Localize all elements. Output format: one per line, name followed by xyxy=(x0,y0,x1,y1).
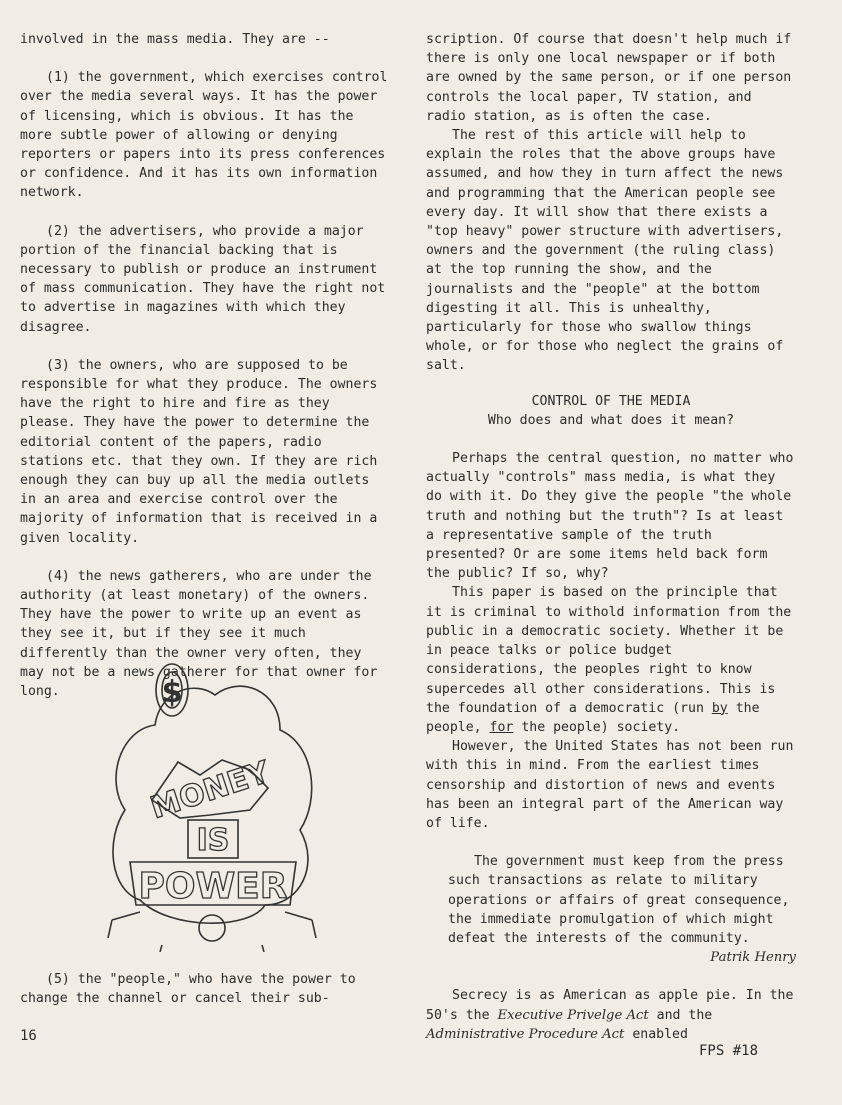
however-paragraph: However, the United States has not been run with this in mind. From the earliest times censorship and distortion of news and events has been an integral part of the American way of life. xyxy=(426,739,794,831)
money-is-power-illustration xyxy=(100,650,322,952)
news-gatherers-paragraph: (4) the news gatherers, who are under the authority (at least monetary) of the owners. They have the power to write up an event as they see it, but if they see it much differently than the owner very often, they may not be a news gatherer for that owner for long. xyxy=(20,568,378,700)
secrecy-text-c: enabled xyxy=(632,1026,688,1042)
power-word: POWER xyxy=(138,866,288,907)
money-word: MONEY xyxy=(146,754,274,827)
section-heading: CONTROL OF THE MEDIA xyxy=(531,393,691,409)
people-paragraph: (5) the "people," who have the power to change the channel or cancel their sub- xyxy=(20,972,356,1007)
principle-text: This paper is based on the principle that it is criminal to withold information from the public in a democratic society. Whether it be in peace talks or police budget considerations, the peoples right to know supercedes all other considerations. This is the foundation of a democratic (run xyxy=(426,585,792,716)
left-column xyxy=(20,30,392,701)
secrecy-text-b: and the xyxy=(656,1007,713,1023)
secrecy-paragraph xyxy=(426,986,796,1044)
advertisers-paragraph: (2) the advertisers, who provide a major portion of the financial backing that is necessary to publish or produce an instrument of mass communication. They have the right not to advertise in magazines with which they disagree. xyxy=(20,223,386,335)
right-column xyxy=(426,30,796,1044)
secrecy-text-a: Secrecy is as American as apple pie. In the 50's the xyxy=(426,988,794,1023)
dollar-sign: $ xyxy=(161,675,183,710)
principle-end: the people) society. xyxy=(521,719,681,735)
by-underlined: by xyxy=(711,700,728,716)
is-word: IS xyxy=(196,823,230,858)
subscription-continuation: scription. Of course that doesn't help much if there is only one local newspaper or if both are owned by the same person, or if one person controls the local paper, TV station, and radio station, as is often the case. xyxy=(426,32,792,124)
principle-paragraph xyxy=(426,583,796,737)
rest-of-article-paragraph: The rest of this article will help to explain the roles that the above groups have assumed, and how they in turn affect the news and programming that the American people see every day. It will show that there exists a "top heavy" power structure with advertisers, owners and the government (the ruling class) at the top running the show, and the journalists and the "people" at the bottom digesting it all. This is unhealthy, particularly for those who swallow things whole, or for those who neglect the grains of salt. xyxy=(426,128,784,374)
henry-quote: The government must keep from the press such transactions as relate to military operations or affairs of great consequence, the immediate promulgation of which might defeat the interests of the community. xyxy=(448,854,790,946)
executive-act: Executive Privelge Act xyxy=(497,1007,649,1023)
principle-mid: the people, xyxy=(426,700,760,735)
central-question-paragraph: Perhaps the central question, no matter who actually "controls" mass media, is what they do with it. Do they give the people "the whole truth and nothing but the truth"? Is at least a representative sample of the truth presented? Or are some items held back form the public? If so, why? xyxy=(426,451,794,582)
issue-label: FPS #18 xyxy=(699,1043,759,1059)
owners-paragraph: (3) the owners, who are supposed to be responsible for what they produce. The owners have the right to hire and fire as they please. They have the power to determine the editorial content of the papers, radio stations etc. that they own. If they are rich enough they can buy up all the media outlets in an area and exercise control over the majority of information that is received in a given locality. xyxy=(20,357,378,546)
administrative-act: Administrative Procedure Act xyxy=(426,1026,625,1042)
page-number: 16 xyxy=(20,1028,37,1044)
intro-paragraph: involved in the mass media. They are -- xyxy=(20,32,330,47)
section-subheading: Who does and what does it mean? xyxy=(487,412,735,428)
left-column-bottom xyxy=(20,970,392,1008)
quote-attribution: Patrik Henry xyxy=(710,950,796,966)
government-paragraph: (1) the government, which exercises control over the media several ways. It has the power of licensing, which is obvious. It has the more subtle power of allowing or denying reporters or papers into its press conferences or confidence. And it has its own information network. xyxy=(20,70,388,201)
for-underlined: for xyxy=(489,719,514,735)
